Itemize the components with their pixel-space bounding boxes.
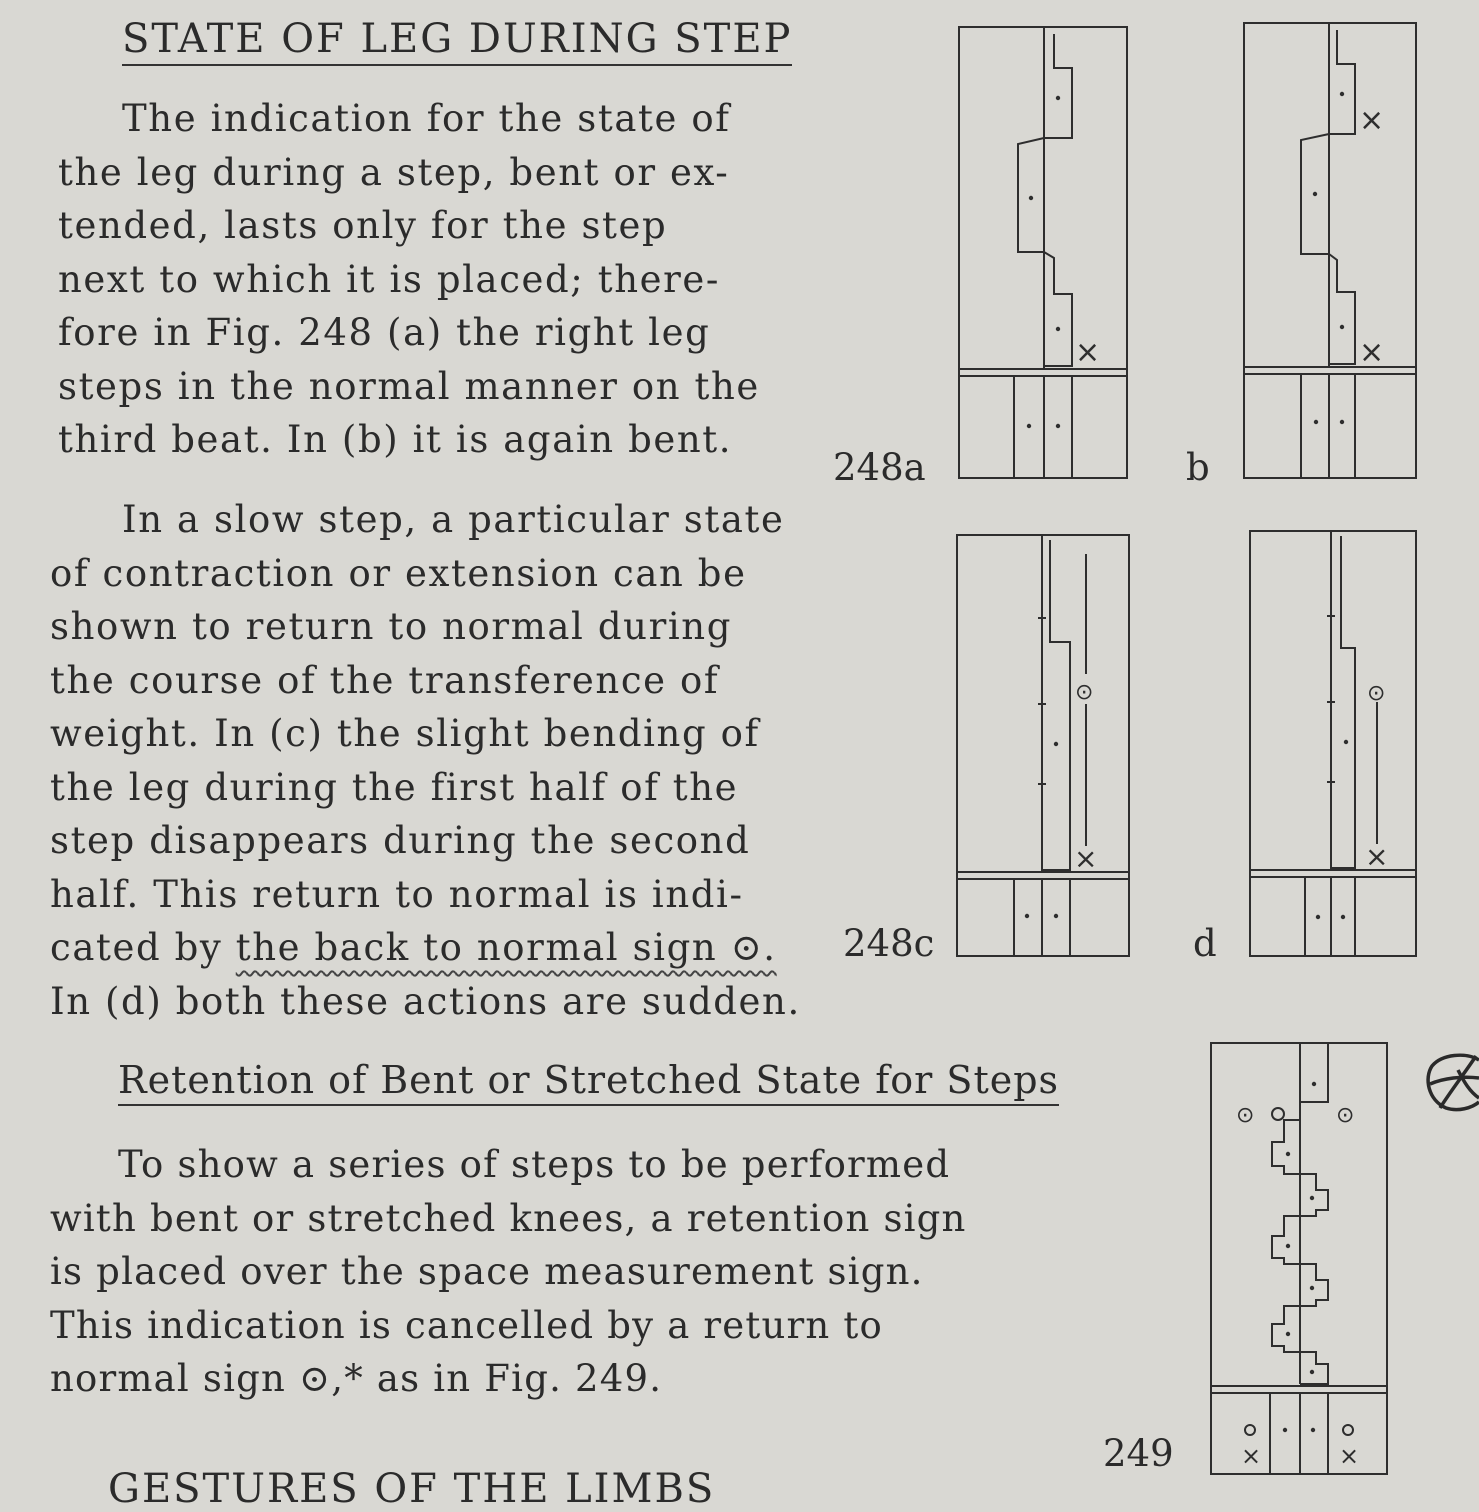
text-line: shown to return to normal during (50, 605, 733, 648)
text-line: tended, lasts only for the step (58, 204, 668, 247)
text-line: is placed over the space measurement sign. (50, 1250, 924, 1293)
bend-sign-x: × (1241, 1442, 1262, 1470)
text-line: steps in the normal manner on the (58, 364, 760, 408)
figure-249-staff (1210, 1042, 1390, 1478)
back-to-normal-sign: ⊙ (1367, 681, 1386, 706)
text-line: with bent or stretched knees, a retention sign (50, 1196, 967, 1240)
text-line: In (d) both these actions are sudden. (50, 979, 801, 1023)
text-line: step disappears during the second (50, 819, 751, 862)
figure-label-249: 249 (1103, 1432, 1174, 1475)
bend-sign-x: × (1365, 840, 1389, 873)
section-heading-retention: Retention of Bent or Stretched State for Steps (118, 1058, 1059, 1106)
figure-label-248c: 248c (843, 922, 935, 965)
retention-circle (1272, 1108, 1284, 1120)
section-heading-gestures: GESTURES OF THE LIMBS (108, 1466, 716, 1512)
back-to-normal-sign: ⊙ (1236, 1103, 1255, 1128)
back-to-normal-sign: ⊙ (1336, 1103, 1355, 1128)
bend-sign-x: × (1339, 1442, 1360, 1470)
text-line: the leg during a step, bent or ex- (58, 150, 730, 194)
text-line: the course of the transference of (50, 658, 720, 702)
bend-sign-x: × (1359, 103, 1385, 138)
text-line (50, 921, 801, 975)
text-line: half. This return to normal is indi- (50, 872, 744, 916)
figure-248b-staff (1243, 22, 1419, 482)
back-to-normal-sign: ⊙ (1075, 680, 1094, 705)
text-line: fore in Fig. 248 (a) the right leg (58, 311, 711, 354)
figure-248d-staff (1249, 530, 1419, 960)
text-line: the leg during the first half of the (50, 765, 739, 809)
figure-248a-staff (958, 26, 1130, 482)
figure-label-248a: 248a (833, 446, 926, 489)
bend-sign-x: × (1359, 335, 1385, 370)
bend-sign-x: × (1075, 335, 1101, 370)
text-fragment: cated by (50, 926, 236, 969)
text-line: of contraction or extension can be (50, 551, 747, 595)
paragraph-state-of-leg (58, 92, 760, 467)
text-line: The indication for the state of (122, 97, 731, 140)
text-line: next to which it is placed; there- (58, 257, 721, 301)
retention-circle (1245, 1425, 1255, 1435)
figure-label-248d: d (1193, 922, 1217, 965)
text-line: This indication is cancelled by a return to (50, 1303, 883, 1347)
figure-248c-staff (956, 534, 1132, 960)
paragraph-retention (50, 1138, 967, 1406)
wavy-underlined-text: the back to normal sign ⊙. (235, 926, 777, 969)
text-line: weight. In (c) the slight bending of (50, 712, 760, 755)
text-line: normal sign ⊙,* as in Fig. 249. (50, 1357, 663, 1400)
bend-sign-x: × (1074, 842, 1098, 875)
text-line: third beat. In (b) it is again bent. (58, 418, 733, 461)
text-line: To show a series of steps to be performed (118, 1143, 951, 1186)
circled-cross-mark-icon (1424, 1048, 1479, 1114)
retention-circle (1343, 1425, 1353, 1435)
paragraph-slow-step (50, 493, 801, 1028)
section-heading-state-of-leg: STATE OF LEG DURING STEP (122, 16, 792, 66)
figure-label-248b: b (1186, 446, 1210, 489)
text-line: In a slow step, a particular state (122, 498, 785, 541)
